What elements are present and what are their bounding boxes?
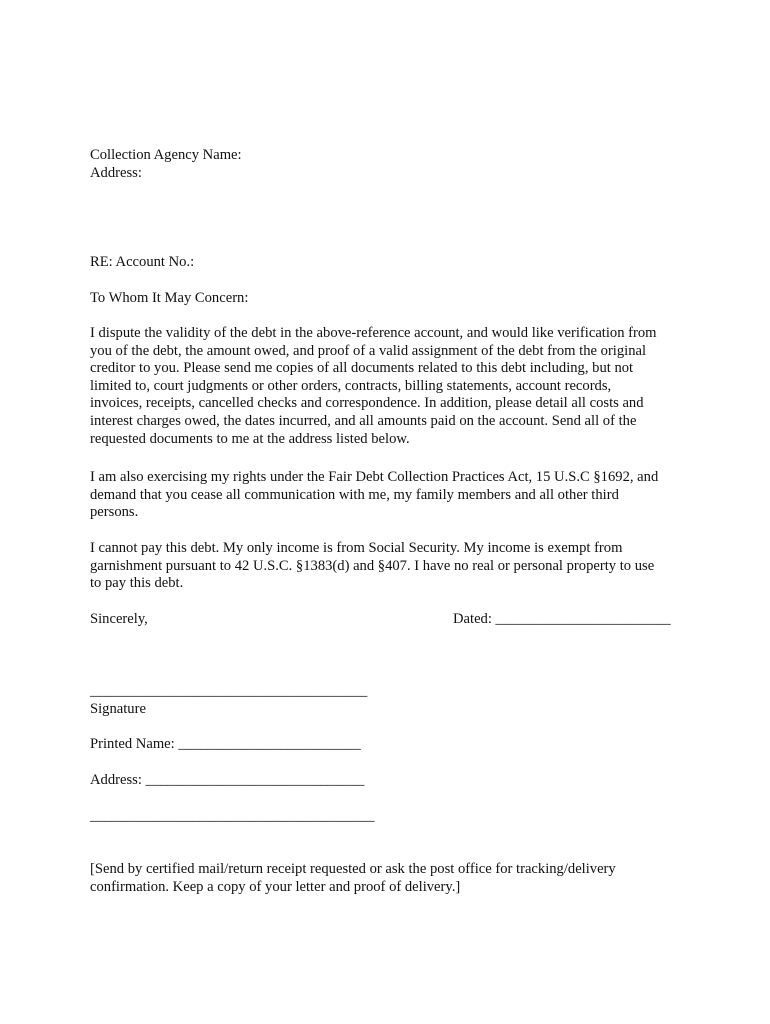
paragraph-line: I dispute the validity of the debt in the above-reference account, and would like verification from	[90, 325, 657, 341]
paragraph-line: demand that you cease all communication with me, my family members and all other third	[90, 486, 619, 503]
signature-line: ______________________________________	[90, 683, 368, 699]
agency-name-label: Collection Agency Name:	[90, 147, 242, 163]
paragraph-line: persons.	[90, 504, 139, 521]
mailing-instructions	[90, 861, 616, 896]
paragraph-line: limited to, court judgments or other orders, contracts, billing statements, account records,	[90, 377, 612, 394]
agency-address-label: Address:	[90, 164, 142, 181]
paragraph-line: interest charges owed, the dates incurred, and all amounts paid on the account. Send all of the	[90, 412, 637, 429]
paragraph-line: you of the debt, the amount owed, and proof of a valid assignment of the debt from the original	[90, 342, 647, 359]
address-field-second-line: _______________________________________	[90, 808, 375, 824]
paragraph-income	[90, 540, 654, 593]
paragraph-line: creditor to you. Please send me copies of all documents related to this debt including, but not	[90, 360, 634, 377]
instruction-line: [Send by certified mail/return receipt requested or ask the post office for tracking/delivery	[90, 861, 616, 877]
recipient-block	[90, 147, 242, 182]
paragraph-line: requested documents to me at the address listed below.	[90, 430, 410, 447]
paragraph-dispute	[90, 325, 657, 448]
dated-field: Dated: ________________________	[453, 611, 671, 627]
paragraph-line: I cannot pay this debt. My only income is from Social Security. My income is exempt from	[90, 540, 623, 556]
signature-label: Signature	[90, 701, 146, 717]
printed-name-field: Printed Name: _________________________	[90, 736, 361, 752]
paragraph-line: invoices, receipts, cancelled checks and correspondence. In addition, please detail all costs and	[90, 395, 644, 412]
closing: Sincerely,	[90, 611, 148, 627]
address-field: Address: ______________________________	[90, 772, 365, 788]
paragraph-rights	[90, 469, 658, 522]
salutation: To Whom It May Concern:	[90, 290, 249, 306]
paragraph-line: to pay this debt.	[90, 575, 184, 592]
paragraph-line: I am also exercising my rights under the Fair Debt Collection Practices Act, 15 U.S.C §1692, and	[90, 469, 659, 485]
re-line: RE: Account No.:	[90, 254, 195, 270]
paragraph-line: garnishment pursuant to 42 U.S.C. §1383(d) and §407. I have no real or personal property to use	[90, 557, 655, 574]
instruction-line: confirmation. Keep a copy of your letter and proof of delivery.]	[90, 878, 461, 895]
